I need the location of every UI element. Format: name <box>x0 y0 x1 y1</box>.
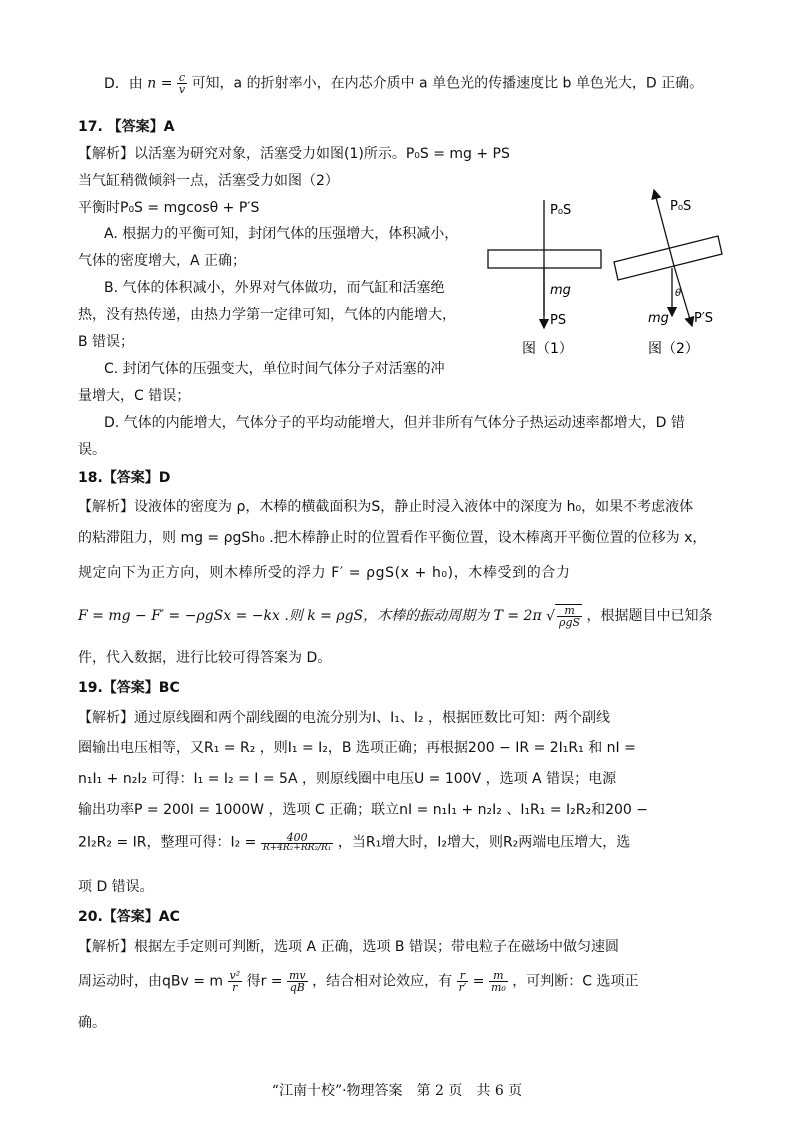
q18-formula-text: F = mg − F′ = −ρgSx = −kx .则 k = ρgS，木棒的振动周期为 T = 2π <box>78 608 542 624</box>
q16-option-d <box>78 72 738 95</box>
q18-line-4-tail: ，根据题目中已知条 <box>586 608 713 624</box>
q20-text-e: ，可判断：C 选项正 <box>512 973 639 990</box>
q20-line-1: 【解析】根据左手定则可判断，选项 A 正确，选项 B 错误；带电粒子在磁场中做匀速圆 <box>78 939 619 955</box>
caption-fig1: 图（1） <box>522 341 573 357</box>
q19-line-1: 【解析】通过原线圈和两个副线圈的电流分别为I、I₁、I₂ ，根据匝数比可知：两个副线 <box>78 710 611 726</box>
figure-1 <box>488 198 601 357</box>
q20-text-b: 得r = <box>246 973 283 990</box>
q20-heading: 20.【答案】AC <box>78 909 180 925</box>
q17-line-3: 平衡时P₀S = mgcosθ + P′S <box>78 200 260 216</box>
label-p0s-2: P₀S <box>670 199 692 214</box>
q19-line-3: n₁I₁ + n₂I₂ 可得：I₁ = I₂ = I = 5A ，则原线圈中电压U = 100V ，选项 A 错误；电源 <box>78 771 617 787</box>
figure-2 <box>614 190 722 357</box>
q19-line-2: 圈输出电压相等，又R₁ = R₂ ，则I₁ = I₂，B 选项正确；再根据200 − IR = 2I₁R₁ 和 nI = <box>78 740 636 756</box>
q20-frac-3-num: r <box>457 970 469 982</box>
q17-option-b-1: B. 气体的体积减小，外界对气体做功，而气缸和活塞绝 <box>104 280 445 296</box>
q20-frac-4-den: m₀ <box>490 981 506 994</box>
q20-frac-2-den: qB <box>289 981 305 994</box>
q17-line-1: 【解析】以活塞为研究对象，活塞受力如图(1)所示。P₀S = mg + PS <box>78 146 510 162</box>
q20-frac-4-num: m <box>489 970 508 982</box>
q18-sqrt-numerator: m <box>557 605 582 617</box>
q18-line-5: 件，代入数据，进行比较可得答案为 D。 <box>78 650 332 666</box>
q20-text-c: ，结合相对论效应，有 <box>312 973 453 990</box>
q17-option-d-1: D. 气体的内能增大，气体分子的平均动能增大，但并非所有气体分子热运动速率都增大，D 错 <box>104 415 685 431</box>
q17-option-a-1: A. 根据力的平衡可知，封闭气体的压强增大，体积减小， <box>104 226 459 242</box>
q18-line-2: 的粘滞阻力，则 mg = ρgSh₀ .把木棒静止时的位置看作平衡位置，设木棒离开平衡位置的位移为 x， <box>78 530 707 546</box>
q17-heading: 17. 【答案】A <box>78 119 175 135</box>
force-diagrams <box>478 178 738 363</box>
label-ps-2: P′S <box>694 311 714 326</box>
label-ps-1: PS <box>550 313 567 328</box>
label-p0s-1: P₀S <box>550 203 572 218</box>
q19-fraction-numerator: 400 <box>261 832 334 844</box>
q20-text-d: = <box>472 973 485 990</box>
q18-line-4 <box>78 604 738 628</box>
q16-d-text: 可知，a 的折射率小，在内芯介质中 a 单色光的传播速度比 b 单色光大，D 正确。 <box>191 75 704 92</box>
q19-fraction-denominator: R+4R₂+RR₂/R₁ <box>262 843 332 853</box>
label-mg-2: mg <box>648 311 669 326</box>
q16-formula-lhs: n = <box>147 75 173 92</box>
q19-heading: 19.【答案】BC <box>78 680 180 696</box>
q18-sqrt: √ $\frac{m}{\text{ρgS}}$ <box>546 604 581 629</box>
q20-frac-4 <box>489 970 508 993</box>
q16-fraction-numerator: c <box>177 72 187 84</box>
q17-option-a-2: 气体的密度增大，A 正确； <box>78 253 247 269</box>
q17-option-b-2: 热，没有热传递，由热力学第一定律可知，气体的内能增大， <box>78 307 456 323</box>
q17-option-c-2: 量增大，C 错误； <box>78 388 191 404</box>
q20-frac-2-num: mv <box>288 969 306 982</box>
q19-line-5 <box>78 832 738 853</box>
q17-option-d-2: 误。 <box>78 442 106 458</box>
q19-line-5-pre: 2I₂R₂ = IR，整理可得：I₂ = <box>78 834 257 851</box>
q20-frac-3-den: r′ <box>458 981 467 994</box>
q17-option-c-1: C. 封闭气体的压强变大，单位时间气体分子对活塞的冲 <box>104 361 445 377</box>
q19-fraction <box>261 832 334 853</box>
q20-frac-1 <box>228 970 243 993</box>
caption-fig2: 图（2） <box>648 341 699 357</box>
q19-line-5-post: ，当R₁增大时，I₂增大，则R₂两端电压增大，选 <box>337 834 631 851</box>
q18-heading: 18.【答案】D <box>78 470 171 486</box>
label-mg-1: mg <box>550 283 571 298</box>
q20-frac-1-num: v² <box>229 969 241 982</box>
q20-text-a: 周运动时，由qBv = m <box>78 973 224 990</box>
q17-line-2: 当气缸稍微倾斜一点，活塞受力如图（2） <box>78 173 339 189</box>
q16-d-prefix: D．由 <box>104 75 143 92</box>
q20-frac-3 <box>457 970 469 993</box>
q19-line-6: 项 D 错误。 <box>78 879 154 895</box>
label-theta-2: θ <box>675 288 682 299</box>
page-footer: “江南十校”·物理答案 第 2 页 共 6 页 <box>271 1083 523 1099</box>
q20-line-3: 确。 <box>78 1015 106 1031</box>
q19-line-4: 输出功率P = 200I = 1000W ，选项 C 正确；联立nI = n₁I₁ + n₂I₂ 、I₁R₁ = I₂R₂和200 − <box>78 802 649 818</box>
q18-sqrt-denominator: ρgS <box>559 616 581 629</box>
q16-formula-fraction <box>177 72 187 95</box>
q18-line-1: 【解析】设液体的密度为 ρ，木棒的横截面积为S，静止时浸入液体中的深度为 h₀，如果不考虑液体 <box>78 499 694 515</box>
q20-frac-2 <box>287 970 308 993</box>
q18-line-3: 规定向下为正方向，则木棒所受的浮力 F′ = ρgS(x + h₀)，木棒受到的合力 <box>78 565 571 581</box>
q20-line-2 <box>78 970 738 993</box>
q16-fraction-denominator: v <box>178 83 186 96</box>
q20-frac-1-den: r <box>232 981 238 994</box>
q17-option-b-3: B 错误； <box>78 334 135 350</box>
